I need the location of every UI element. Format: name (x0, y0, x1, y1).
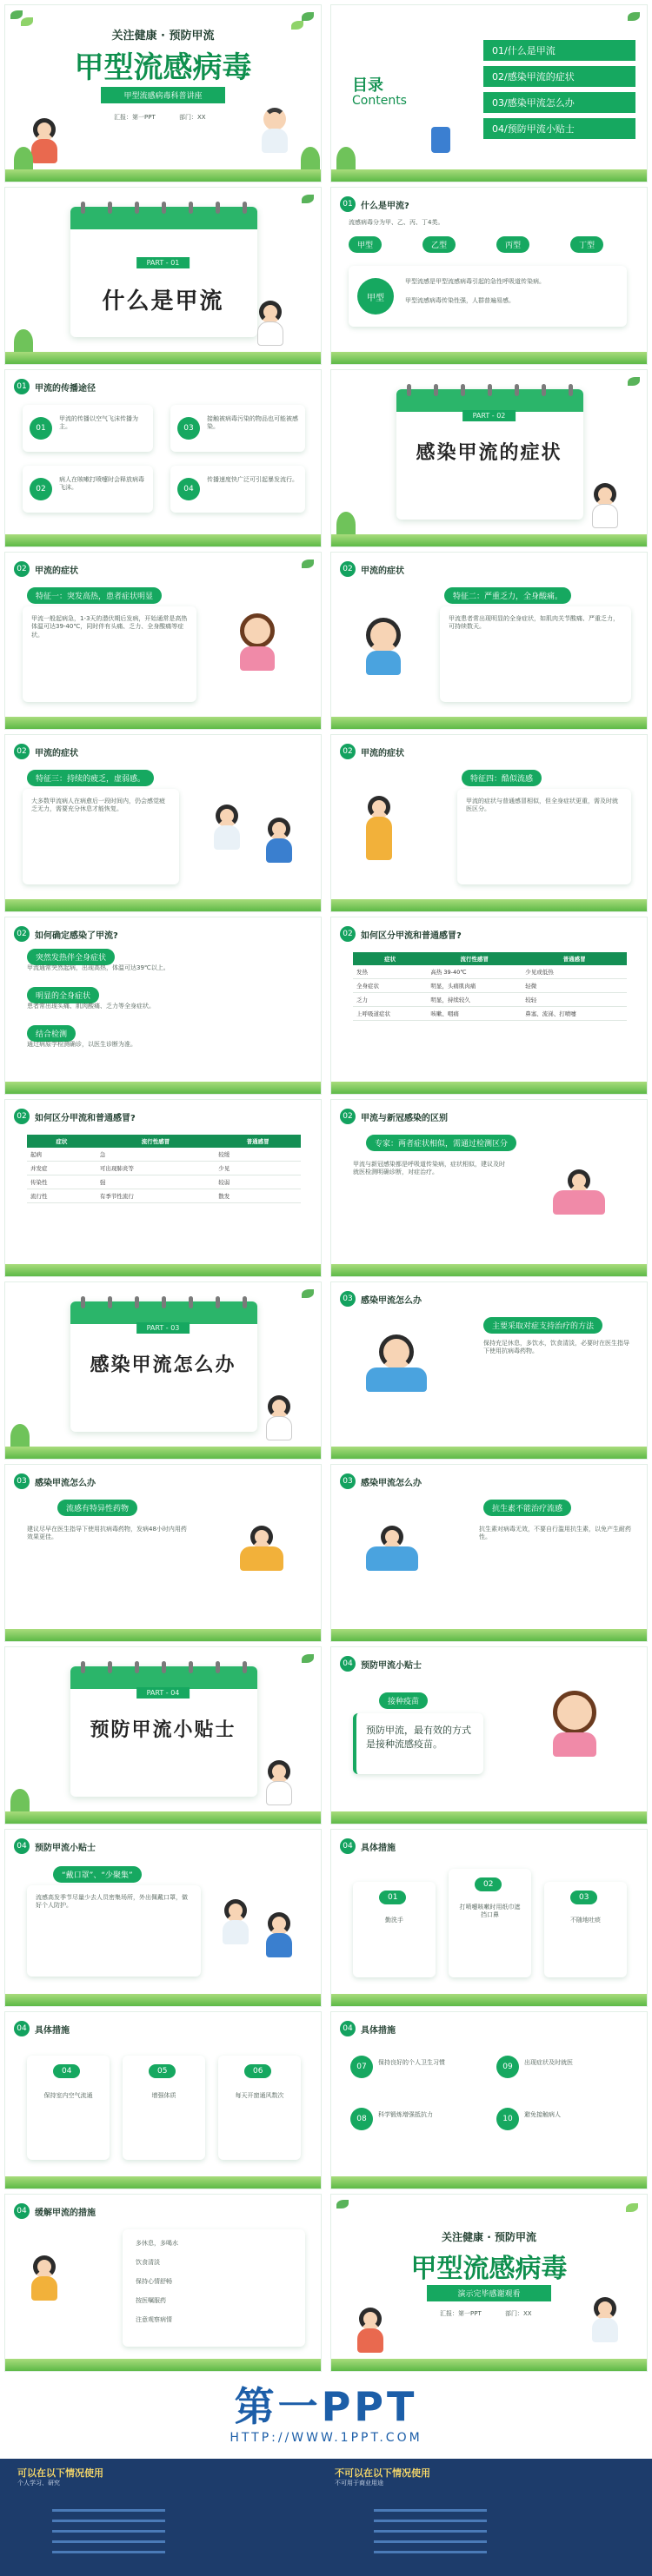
girl-illustration (553, 1691, 596, 1757)
table-row: 全身症状 明显，头痛肌肉痛 轻微 (353, 979, 627, 993)
route-number-3: 03 (177, 417, 200, 440)
link-line[interactable] (52, 2509, 165, 2512)
section-number: 02 (340, 926, 356, 942)
section-number: 02 (14, 744, 30, 759)
slide-relief[interactable] (4, 2194, 322, 2372)
brand-footer (0, 2363, 652, 2576)
slide-measures-2[interactable] (4, 2011, 322, 2189)
measure-number-2: 02 (475, 1877, 502, 1891)
table-row: 传染性 强 较弱 (27, 1175, 301, 1189)
link-line[interactable] (374, 2540, 487, 2543)
section-heading: 如何区分甲流和普通感冒? (361, 930, 462, 941)
part-title: 什么是甲流 (102, 288, 224, 315)
relief-item-2: 饮食清淡 (136, 2259, 160, 2266)
measure-number-1: 01 (379, 1891, 406, 1904)
link-line[interactable] (52, 2530, 165, 2533)
col-header: 流行性感冒 (427, 952, 522, 965)
diagnosis-tag-3: 结合检测 (27, 1025, 76, 1042)
toc-item-1[interactable]: 01/什么是甲流 (483, 40, 635, 61)
bed-patient-illustration (553, 1169, 605, 1215)
slide-measures-3[interactable] (330, 2011, 648, 2189)
treatment-text: 保持充足休息，多饮水，饮食清淡，必要时在医生指导下使用抗病毒药物。 (483, 1340, 629, 1355)
col-header: 症状 (353, 952, 427, 965)
slide-vaccine[interactable] (330, 1646, 648, 1824)
usage-forbidden-text: 不可用于商业用途 (335, 2480, 383, 2487)
col-header: 普通感冒 (215, 1135, 301, 1148)
measure-number-5: 05 (149, 2064, 176, 2078)
type-pill-c: 丙型 (496, 236, 529, 253)
girl-illustration (31, 118, 57, 163)
feature-tag: 特征二：严重乏力，全身酸痛。 (444, 587, 571, 604)
toc-label-en: Contents (352, 94, 407, 108)
section-number: 02 (340, 1109, 356, 1124)
measure-text-9: 出现症状及时就医 (524, 2059, 573, 2066)
cover-title: 甲型流感病毒 (74, 50, 252, 85)
patient-illustration (266, 818, 292, 863)
treatment-text: 抗生素对病毒无效，不要自行滥用抗生素，以免产生耐药性。 (479, 1526, 631, 1541)
cover-dept: 部门：XX (179, 114, 206, 121)
slide-measures-1[interactable] (330, 1829, 648, 2007)
feature-text: 甲流的症状与普通感冒相似，但全身症状更重，需及时就医区分。 (466, 798, 618, 813)
feature-text: 大多数甲流病人在病愈后一段时间内，仍会感觉疲乏无力，需要充分休息才能恢复。 (31, 798, 165, 813)
measure-text-6: 每天开窗通风数次 (235, 2092, 284, 2099)
expert-tag: 专家：两者症状相似，需通过检测区分 (366, 1135, 516, 1151)
table-row: 上呼吸道症状 咳嗽、咽痛 鼻塞、流涕、打喷嚏 (353, 1007, 627, 1021)
measure-text-2: 打喷嚏咳嗽时用纸巾遮挡口鼻 (459, 1904, 521, 1919)
route-text-2: 病人在咳嗽打喷嚏时会释放病毒飞沫。 (59, 476, 144, 492)
section-number: 03 (340, 1291, 356, 1307)
blanket-child-illustration (240, 1526, 283, 1571)
toc-item-4[interactable]: 04/预防甲流小贴士 (483, 118, 635, 139)
section-number: 02 (14, 1109, 30, 1124)
section-number: 02 (14, 926, 30, 942)
measure-text-8: 科学锻炼增强抵抗力 (378, 2111, 433, 2118)
section-number: 03 (340, 1473, 356, 1489)
usage-forbidden (335, 2466, 648, 2488)
doctor-illustration (223, 1899, 249, 1944)
measure-text-4: 保持室内空气流通 (43, 2092, 93, 2099)
table-row: 流行性 有季节性流行 散发 (27, 1189, 301, 1203)
cover-slogan: 关注健康 · 预防甲流 (111, 30, 215, 43)
usage-allowed-heading: 可以在以下情况使用 (17, 2467, 103, 2479)
bed-child-illustration (366, 1526, 418, 1571)
slide-compare-2[interactable] (4, 1099, 322, 1277)
treatment-text: 建议尽早在医生指导下使用抗病毒药物，发病48小时内用药效果更佳。 (27, 1526, 187, 1541)
boy-illustration (266, 1760, 292, 1805)
section-heading: 缓解甲流的措施 (35, 2208, 96, 2218)
boy-illustration (257, 301, 283, 346)
usage-allowed (17, 2466, 330, 2488)
section-heading: 甲流的症状 (35, 566, 78, 576)
slide-toc[interactable] (330, 4, 648, 182)
section-heading: 感染甲流怎么办 (361, 1478, 422, 1488)
part-label: PART - 02 (462, 410, 516, 421)
relief-item-5: 注意观察病情 (136, 2316, 172, 2323)
measure-number-10: 10 (496, 2108, 519, 2130)
slide-compare-1[interactable] (330, 917, 648, 1095)
mask-text: 流感高发季节尽量少去人员密集场所，外出佩戴口罩，做好个人防护。 (36, 1894, 188, 1910)
patient-illustration (266, 1912, 292, 1957)
section-number: 04 (14, 2203, 30, 2219)
section-heading: 甲流的症状 (361, 566, 404, 576)
feature-tag: 特征四：酷似流感 (462, 770, 542, 786)
measure-number-7: 07 (350, 2056, 373, 2078)
toc-item-2[interactable]: 02/感染甲流的症状 (483, 66, 635, 87)
section-heading: 感染甲流怎么办 (361, 1295, 422, 1306)
end-slogan: 关注健康 · 预防甲流 (442, 2231, 536, 2243)
end-subtitle: 演示完毕感谢观看 (427, 2285, 551, 2301)
brand-url[interactable]: HTTP://WWW.1PPT.COM (230, 2431, 422, 2445)
expert-text: 甲流与新冠感染都是呼吸道传染病，症状相似，建议及时就医检测明确诊断，对症治疗。 (353, 1161, 505, 1176)
vaccine-tag: 接种疫苗 (379, 1692, 428, 1709)
route-text-3: 接触被病毒污染的物品也可能被感染。 (207, 415, 298, 431)
measure-number-3: 03 (570, 1891, 597, 1904)
section-heading: 什么是甲流? (361, 201, 409, 211)
relief-item-3: 保持心情舒畅 (136, 2278, 172, 2285)
type-pill-b: 乙型 (422, 236, 456, 253)
section-heading: 具体措施 (35, 2025, 70, 2036)
measure-text-10: 避免接触病人 (524, 2111, 561, 2118)
measure-text-7: 保持良好的个人卫生习惯 (378, 2059, 445, 2066)
type-a-text-1: 甲型流感是甲型流感病毒引起的急性呼吸道传染病。 (405, 278, 545, 285)
slide-transmission[interactable] (4, 369, 322, 547)
diagnosis-text-1: 甲流通常突然起病，出现高热，体温可达39℃以上。 (27, 964, 170, 971)
measure-number-8: 08 (350, 2108, 373, 2130)
compare-table (27, 1135, 301, 1203)
table-row: 起病 急 较缓 (27, 1148, 301, 1162)
sick-bed-illustration (366, 1334, 427, 1392)
slide-symptom-4[interactable] (330, 734, 648, 912)
treatment-tag: 流感有特异性药物 (57, 1500, 137, 1516)
section-number: 04 (340, 1656, 356, 1672)
link-line[interactable] (52, 2551, 165, 2553)
slide-symptom-1[interactable] (4, 552, 322, 730)
measure-number-6: 06 (244, 2064, 271, 2078)
link-line[interactable] (374, 2551, 487, 2553)
feature-tag: 特征三：持续的疲乏，虚弱感。 (27, 770, 154, 786)
route-number-1: 01 (30, 417, 52, 440)
diagnosis-tag-2: 明显的全身症状 (27, 987, 99, 1003)
slide-cover[interactable] (4, 4, 322, 182)
diagnosis-text-3: 通过病原学检测确诊，以医生诊断为准。 (27, 1041, 136, 1048)
section-heading: 预防甲流小贴士 (361, 1660, 422, 1671)
slide-part04[interactable] (4, 1646, 322, 1824)
section-number: 02 (340, 744, 356, 759)
section-heading: 如何区分甲流和普通感冒? (35, 1113, 136, 1123)
section-heading: 甲流与新冠感染的区别 (361, 1113, 448, 1123)
section-number: 01 (14, 379, 30, 394)
col-header: 症状 (27, 1135, 96, 1148)
studying-child-illustration (31, 2255, 57, 2301)
slide-part02[interactable] (330, 369, 648, 547)
doctor-illustration (592, 2297, 618, 2342)
section-number: 02 (14, 561, 30, 577)
measure-number-4: 04 (53, 2064, 80, 2078)
slide-treatment-3[interactable] (330, 1464, 648, 1642)
doctor-patient-illustration (214, 805, 240, 850)
measure-text-5: 增强体质 (151, 2092, 176, 2099)
part-label: PART - 03 (136, 1322, 190, 1334)
slide-part03[interactable] (4, 1281, 322, 1460)
section-heading: 预防甲流小贴士 (35, 1843, 96, 1853)
measure-number-9: 09 (496, 2056, 519, 2078)
section-heading: 甲流的传播途径 (35, 383, 96, 394)
section-number: 04 (340, 2021, 356, 2036)
slide-diagnosis[interactable] (4, 917, 322, 1095)
part-label: PART - 01 (136, 257, 190, 268)
end-dept: 部门：XX (505, 2310, 532, 2317)
feature-text: 甲流一般起病急，1-3天的潜伏期后发病，开始通常是高热体温可达39-40℃，同时伴有头痛、乏力、全身酸痛等症状。 (31, 615, 188, 639)
girl-illustration (357, 2308, 383, 2353)
type-a-text-2: 甲型流感病毒传染性强，人群普遍易感。 (405, 297, 515, 304)
intro-text: 流感病毒分为甲、乙、丙、丁4类。 (349, 219, 444, 226)
diagnosis-text-2: 患者常出现头痛、肌肉酸痛、乏力等全身症状。 (27, 1003, 155, 1010)
type-pill-d: 丁型 (570, 236, 603, 253)
doctor-illustration (262, 108, 288, 153)
cold-person-illustration (366, 796, 392, 860)
usage-forbidden-heading: 不可以在以下情况使用 (335, 2467, 430, 2479)
slide-symptom-3[interactable] (4, 734, 322, 912)
cover-subtitle: 甲型流感病毒科普讲座 (101, 87, 225, 103)
relief-item-1: 多休息，多喝水 (136, 2240, 178, 2247)
col-header: 流行性感冒 (96, 1135, 215, 1148)
type-pill-a: 甲型 (349, 236, 382, 253)
diagnosis-tag-1: 突然发热伴全身症状 (27, 949, 115, 965)
section-number: 01 (340, 196, 356, 212)
feature-tag: 特征一：突发高热，患者症状明显 (27, 587, 162, 604)
cover-presenter: 汇报：第一PPT (114, 114, 156, 121)
sick-boy-illustration (366, 618, 401, 675)
link-line[interactable] (374, 2530, 487, 2533)
relief-item-4: 按医嘱服药 (136, 2297, 166, 2304)
mask-tag: “戴口罩”、“少聚集” (53, 1866, 142, 1883)
section-number: 03 (14, 1473, 30, 1489)
section-heading: 如何确定感染了甲流? (35, 930, 118, 941)
boy-illustration (592, 483, 618, 528)
section-heading: 甲流的症状 (35, 748, 78, 758)
treatment-tag: 抗生素不能治疗流感 (483, 1500, 571, 1516)
slide-what-is[interactable] (330, 187, 648, 365)
table-row: 乏力 明显，持续较久 较轻 (353, 993, 627, 1007)
medicine-icon (431, 127, 450, 153)
measure-text-3: 不随地吐痰 (570, 1917, 601, 1924)
route-text-1: 甲流的传播以空气飞沫传播为主。 (59, 415, 138, 431)
route-number-2: 02 (30, 478, 52, 500)
calendar-card (70, 207, 257, 337)
treatment-tag: 主要采取对症支持治疗的方法 (483, 1317, 602, 1334)
route-text-4: 传播速度快广泛可引起暴发流行。 (207, 476, 298, 483)
section-heading: 甲流的症状 (361, 748, 404, 758)
part-label: PART - 04 (136, 1687, 190, 1699)
vaccine-text: 预防甲流，最有效的方式是接种流感疫苗。 (366, 1725, 471, 1750)
section-number: 04 (14, 1838, 30, 1854)
section-heading: 具体措施 (361, 1843, 396, 1853)
part-title: 感染甲流怎么办 (90, 1354, 236, 1376)
toc-item-3[interactable]: 03/感染甲流怎么办 (483, 92, 635, 113)
part-title: 预防甲流小贴士 (90, 1719, 236, 1741)
table-row: 并发症 可出现肺炎等 少见 (27, 1162, 301, 1175)
boy-illustration (266, 1395, 292, 1440)
sick-girl-illustration (240, 613, 275, 671)
measure-text-1: 勤洗手 (385, 1917, 403, 1924)
section-number: 04 (340, 1838, 356, 1854)
link-line[interactable] (52, 2540, 165, 2543)
link-line[interactable] (374, 2509, 487, 2512)
section-heading: 感染甲流怎么办 (35, 1478, 96, 1488)
brand-logo: 第一PPT (234, 2383, 418, 2430)
section-number: 02 (340, 561, 356, 577)
link-line[interactable] (374, 2520, 487, 2522)
part-title: 感染甲流的症状 (416, 442, 562, 464)
type-a-circle: 甲型 (357, 278, 394, 315)
slide-part01[interactable] (4, 187, 322, 365)
feature-text: 甲流患者常出现明显的全身症状，如肌肉关节酸痛、严重乏力，可持续数天。 (449, 615, 619, 631)
section-number: 04 (14, 2021, 30, 2036)
slide-symptom-2[interactable] (330, 552, 648, 730)
section-heading: 具体措施 (361, 2025, 396, 2036)
slide-treatment-1[interactable] (330, 1281, 648, 1460)
slide-mask[interactable] (4, 1829, 322, 2007)
slide-covid-diff[interactable] (330, 1099, 648, 1277)
usage-allowed-text: 个人学习、研究 (17, 2480, 60, 2487)
compare-table (353, 952, 627, 1021)
link-line[interactable] (52, 2520, 165, 2522)
end-title: 甲型流感病毒 (410, 2254, 568, 2284)
route-number-4: 04 (177, 478, 200, 500)
col-header: 普通感冒 (522, 952, 627, 965)
table-row: 发热 高热 39-40℃ 少见或低热 (353, 965, 627, 979)
end-presenter: 汇报：第一PPT (440, 2310, 482, 2317)
toc-label: 目录 (352, 76, 383, 95)
slide-end[interactable] (330, 2194, 648, 2372)
slide-treatment-2[interactable] (4, 1464, 322, 1642)
